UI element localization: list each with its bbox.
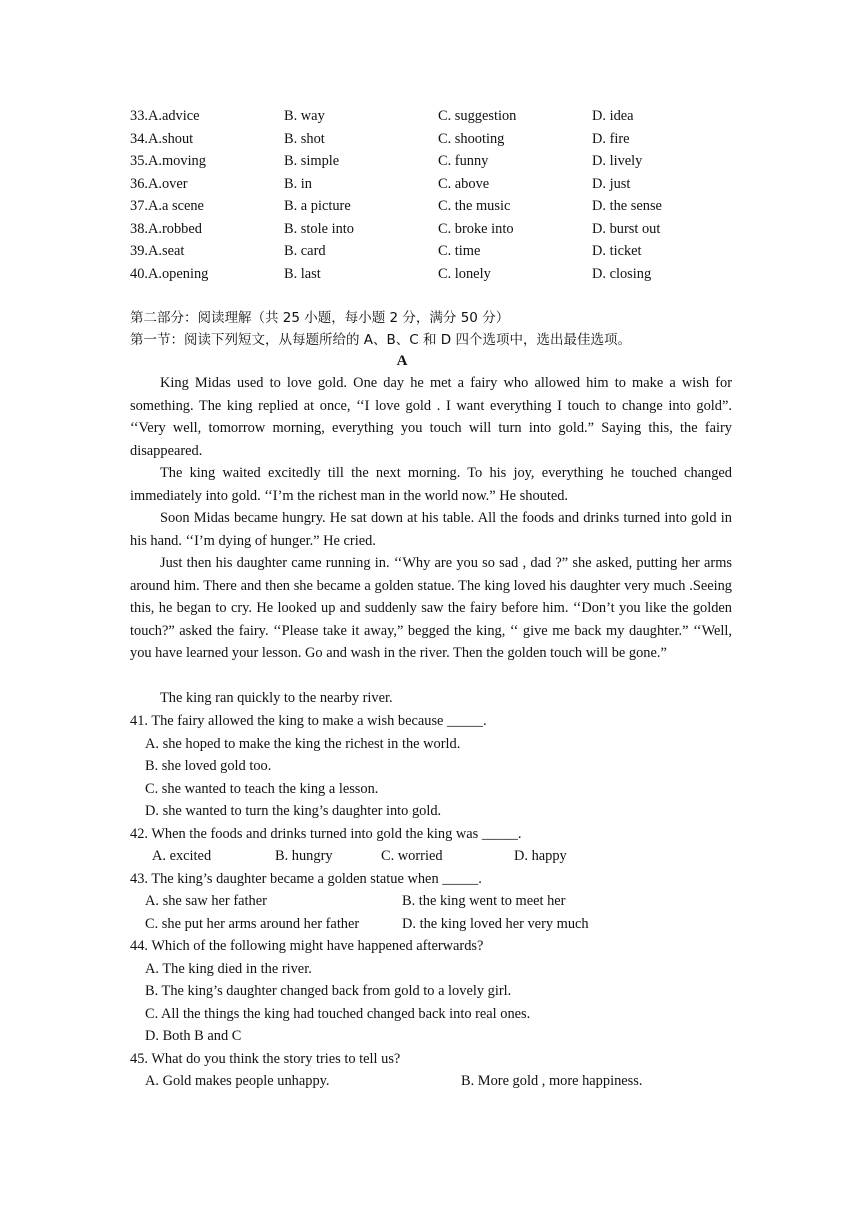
- option-c: C. above: [438, 175, 490, 192]
- answer-option: B. she loved gold too.: [145, 758, 272, 774]
- passage-title: A: [396, 353, 408, 369]
- option-b: B. way: [284, 108, 325, 124]
- question-41: 41. The fairy allowed the king to make a wish because _____.: [130, 713, 487, 729]
- option-b: B. stole into: [284, 220, 354, 237]
- option-d: D. just: [592, 175, 631, 192]
- passage-paragraph: The king ran quickly to the nearby river.: [160, 690, 393, 706]
- option-d: D. ticket: [592, 243, 642, 259]
- answer-option: D. the king loved her very much: [402, 916, 589, 932]
- option-b: B. card: [284, 243, 326, 259]
- option-c: C. funny: [438, 153, 489, 169]
- option-a: 36.A.over: [130, 175, 188, 192]
- answer-option: C. she wanted to teach the king a lesson.: [145, 781, 379, 797]
- answer-option: A. excited: [152, 848, 212, 864]
- option-d: D. idea: [592, 108, 634, 124]
- option-b: B. in: [284, 175, 312, 192]
- answer-option: B. the king went to meet her: [402, 893, 566, 909]
- option-d: D. burst out: [592, 220, 661, 237]
- answer-option: C. All the things the king had touched changed back into real ones.: [145, 1006, 531, 1022]
- option-c: C. lonely: [438, 265, 491, 282]
- option-a: 33.A.advice: [130, 108, 200, 124]
- option-d: D. lively: [592, 153, 643, 169]
- answer-option: C. she put her arms around her father: [145, 916, 360, 932]
- option-d: D. the sense: [592, 198, 662, 214]
- answer-option: D. she wanted to turn the king’s daughter into gold.: [145, 803, 442, 819]
- passage-paragraph: The king waited excitedly till the next morning. To his joy, everything he touched changed immediately into gold. ‘‘I’m the richest man in the world now.” He shouted.: [130, 465, 732, 504]
- answer-option: B. hungry: [275, 848, 333, 864]
- option-a: 40.A.opening: [130, 265, 209, 282]
- option-b: B. simple: [284, 153, 340, 169]
- option-a: 34.A.shout: [130, 130, 194, 147]
- passage-paragraph: Just then his daughter came running in. ‘‘Why are you so sad , dad ?” she asked, putting her arms around him. There and then she became a golden statue. The king loved his daughter very much .Seeing this, he began to cry. He looked up and suddenly saw the fairy before him. ‘‘Don’t you like the golden touch?” asked the fairy. ‘‘Please take it away,” begged the king, ‘‘ give me back my daughter.” ‘‘Well, you have learned your lesson. Go and wash in the river. Then the golden touch will be gone.”: [130, 555, 732, 661]
- option-c: C. time: [438, 243, 481, 259]
- passage-paragraph: King Midas used to love gold. One day he met a fairy who allowed him to make a wish for something. The king replied at once, ‘‘I love gold . I want everything I touch to change into gold”. ‘‘Very well, tomorrow morning, everything you touch will turn into gold.” Saying this, the fairy disappeared.: [130, 375, 732, 459]
- answer-option: C. worried: [381, 848, 443, 864]
- option-a: 39.A.seat: [130, 243, 185, 259]
- option-c: C. the music: [438, 198, 511, 214]
- section-heading: 第二部分：阅读理解（共 25 小题，每小题 2 分，满分 50 分）: [130, 310, 510, 326]
- section-instruction: 第一节：阅读下列短文，从每题所给的 A、B、C 和 D 四个选项中，选出最佳选项。: [130, 332, 631, 348]
- answer-option: A. she hoped to make the king the richest in the world.: [145, 736, 461, 752]
- option-b: B. shot: [284, 130, 325, 147]
- answer-option: A. she saw her father: [145, 893, 267, 909]
- option-a: 38.A.robbed: [130, 220, 202, 237]
- option-b: B. a picture: [284, 198, 351, 214]
- option-d: D. closing: [592, 265, 652, 282]
- option-a: 37.A.a scene: [130, 198, 204, 214]
- option-a: 35.A.moving: [130, 153, 206, 169]
- answer-option: D. Both B and C: [145, 1028, 242, 1044]
- option-c: C. shooting: [438, 130, 505, 147]
- option-b: B. last: [284, 265, 321, 282]
- answer-option: A. The king died in the river.: [145, 961, 312, 977]
- question-45: 45. What do you think the story tries to tell us?: [130, 1051, 401, 1067]
- option-c: C. suggestion: [438, 108, 517, 124]
- question-44: 44. Which of the following might have happened afterwards?: [130, 938, 484, 954]
- question-43: 43. The king’s daughter became a golden statue when _____.: [130, 871, 482, 887]
- answer-option: B. The king’s daughter changed back from gold to a lovely girl.: [145, 983, 512, 999]
- answer-option: D. happy: [514, 848, 567, 864]
- answer-option: B. More gold , more happiness.: [461, 1073, 643, 1089]
- question-42: 42. When the foods and drinks turned into gold the king was _____.: [130, 826, 522, 842]
- answer-option: A. Gold makes people unhappy.: [145, 1073, 330, 1089]
- option-c: C. broke into: [438, 220, 514, 237]
- passage-paragraph: Soon Midas became hungry. He sat down at his table. All the foods and drinks turned into gold in his hand. ‘‘I’m dying of hunger.” He cried.: [130, 510, 732, 549]
- option-d: D. fire: [592, 130, 630, 147]
